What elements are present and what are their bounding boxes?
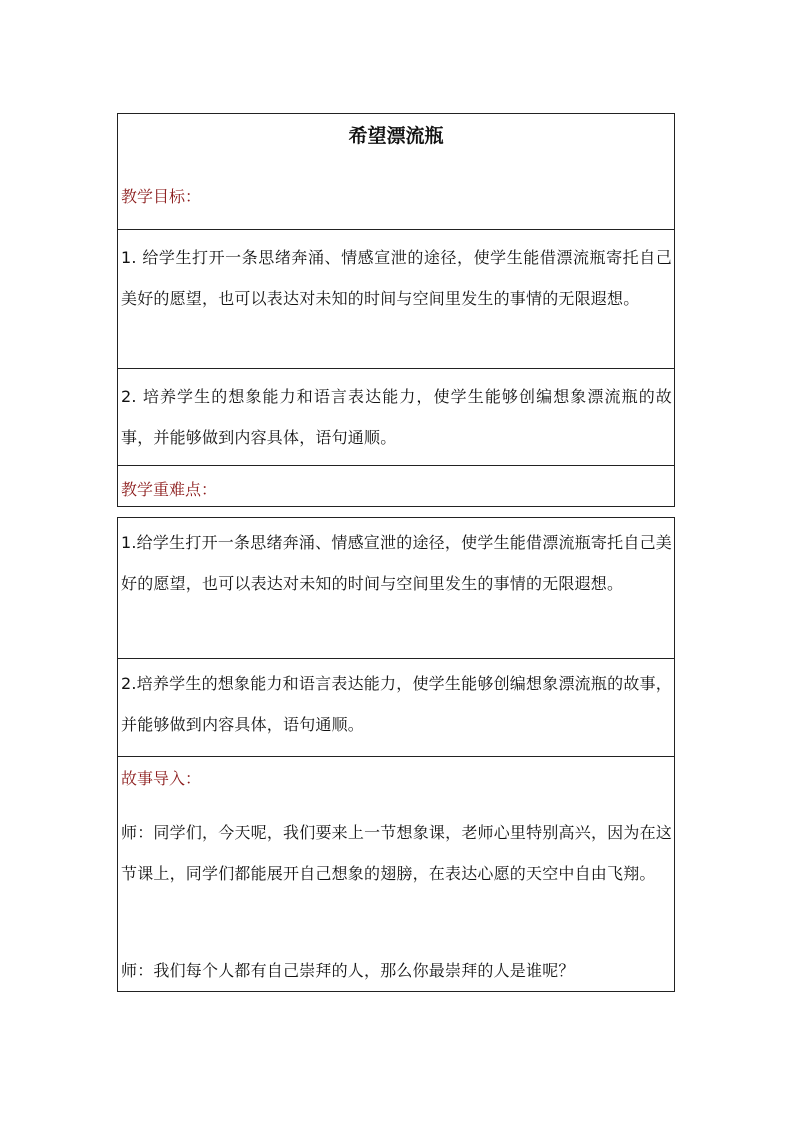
title-row <box>118 114 674 160</box>
teacher-line-2: 师：我们每个人都有自己崇拜的人，那么你最崇拜的人是谁呢？ <box>121 961 575 980</box>
document-title: 希望漂流瓶 <box>348 125 444 147</box>
key-points-heading: 教学重难点： <box>121 480 218 499</box>
key-point-item-1-row <box>118 518 674 659</box>
lesson-table-part-1 <box>117 113 675 507</box>
story-intro-section <box>118 757 674 991</box>
objective-item-1-row <box>118 230 674 369</box>
key-points-heading-row <box>118 466 674 506</box>
objectives-heading-row <box>118 160 674 230</box>
key-point-item-1: 1.给学生打开一条思绪奔涌、情感宣泄的途径，使学生能借漂流瓶寄托自己美好的愿望，也可以表达对未知的时间与空间里发生的事情的无限遐想。 <box>121 533 672 593</box>
teacher-line-1: 师：同学们，今天呢，我们要来上一节想象课，老师心里特别高兴，因为在这节课上，同学们都能展开自己想象的翅膀，在表达心愿的天空中自由飞翔。 <box>121 823 672 883</box>
key-point-item-2: 2.培养学生的想象能力和语言表达能力，使学生能够创编想象漂流瓶的故事，并能够做到内容具体，语句通顺。 <box>121 674 672 734</box>
objective-item-2: 2. 培养学生的想象能力和语言表达能力，使学生能够创编想象漂流瓶的故事，并能够做到内容具体，语句通顺。 <box>121 387 672 447</box>
key-point-item-2-row <box>118 659 674 757</box>
objective-item-2-row <box>118 369 674 466</box>
objective-item-1: 1. 给学生打开一条思绪奔涌、情感宣泄的途径，使学生能借漂流瓶寄托自己美好的愿望，也可以表达对未知的时间与空间里发生的事情的无限遐想。 <box>121 248 672 308</box>
objectives-heading: 教学目标： <box>121 187 202 206</box>
story-intro-heading: 故事导入： <box>121 769 202 788</box>
lesson-table-part-2 <box>117 517 675 992</box>
